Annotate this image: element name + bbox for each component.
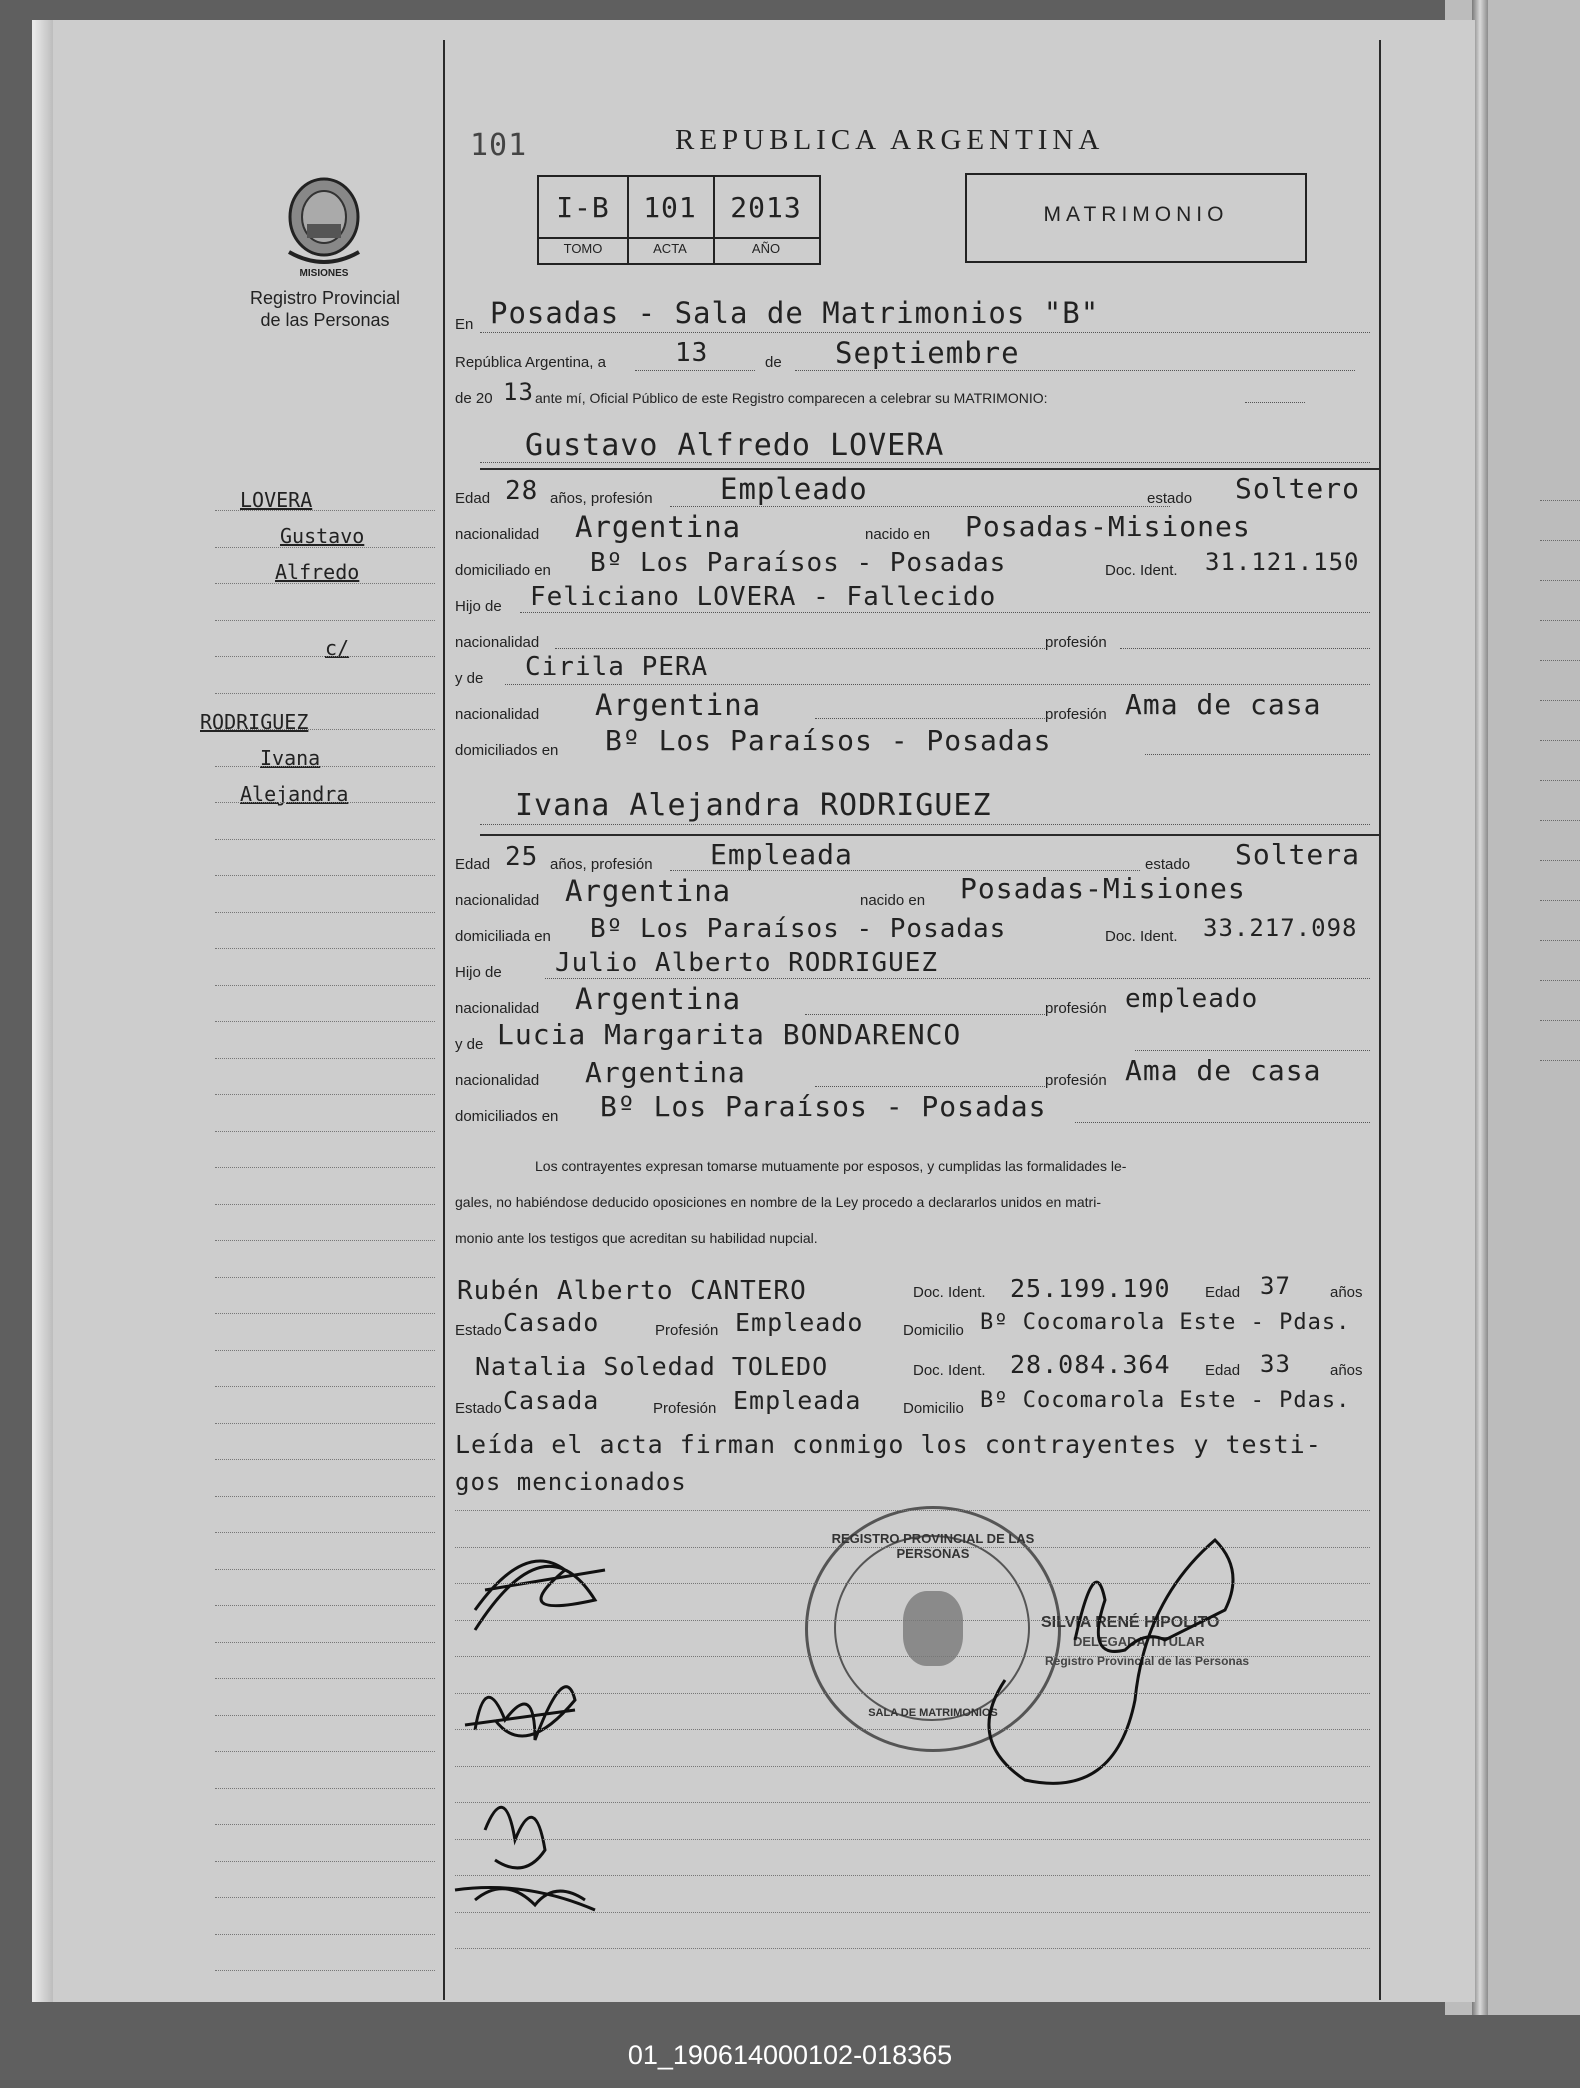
closing-line2: gos mencionados bbox=[455, 1468, 687, 1496]
seal-text: REGISTRO PROVINCIAL DE LAS PERSONAS bbox=[831, 1531, 1035, 1561]
witness1-name: Rubén Alberto CANTERO bbox=[457, 1276, 807, 1306]
page-number: 101 bbox=[470, 128, 528, 163]
body-ruled-line bbox=[455, 1693, 1370, 1694]
witness2-anos-label: años bbox=[1330, 1362, 1363, 1379]
groom-full-name: Gustavo Alfredo LOVERA bbox=[525, 428, 945, 463]
groom-padres-dom: Bº Los Paraísos - Posadas bbox=[605, 724, 1052, 757]
ano-header: AÑO bbox=[751, 241, 781, 256]
witness2-prof-label: Profesión bbox=[653, 1400, 717, 1417]
closing-line1: Leída el acta firman conmigo los contrayentes y testi- bbox=[455, 1430, 1322, 1459]
groom-dom-label: domiciliado en bbox=[455, 562, 551, 579]
margin-name-5: RODRIGUEZ bbox=[200, 710, 309, 734]
bride-edad: 25 bbox=[505, 842, 539, 872]
groom-profesion: Empleado bbox=[720, 472, 868, 506]
intro-place: Posadas - Sala de Matrimonios "B" bbox=[490, 296, 1100, 330]
ano-value: 2013 bbox=[730, 191, 802, 224]
bride-padres-dom-label: domiciliados en bbox=[455, 1108, 559, 1125]
groom-madre-prof-label: profesión bbox=[1045, 706, 1107, 723]
margin-ruled-line bbox=[215, 1058, 435, 1059]
page-spine bbox=[35, 20, 53, 2002]
groom-madre: Cirila PERA bbox=[525, 652, 709, 682]
margin-ruled-line bbox=[215, 1861, 435, 1862]
margin-ruled-line bbox=[215, 1021, 435, 1022]
margin-ruled-line bbox=[215, 1605, 435, 1606]
registry-name-line1: Registro Provincial bbox=[249, 288, 401, 308]
margin-ruled-line bbox=[215, 1715, 435, 1716]
witness2-doc-label: Doc. Ident. bbox=[913, 1362, 986, 1379]
bride-doc-label: Doc. Ident. bbox=[1105, 928, 1178, 945]
bride-padre: Julio Alberto RODRIGUEZ bbox=[555, 948, 939, 978]
bride-madre-nac-label: nacionalidad bbox=[455, 1072, 540, 1089]
groom-padres-dom-label: domiciliados en bbox=[455, 742, 559, 759]
groom-doc-label: Doc. Ident. bbox=[1105, 562, 1178, 579]
document-title: REPUBLICA ARGENTINA bbox=[675, 124, 1105, 156]
groom-prof-label: años, profesión bbox=[550, 490, 653, 507]
bride-estado: Soltera bbox=[1235, 838, 1361, 871]
witness2-doc: 28.084.364 bbox=[1010, 1350, 1171, 1379]
tomo-value: I-B bbox=[556, 191, 610, 224]
margin-ruled-line bbox=[215, 1496, 435, 1497]
margin-name-2: Gustavo bbox=[280, 524, 365, 548]
record-table bbox=[537, 175, 821, 265]
margin-ruled-line bbox=[215, 1277, 435, 1278]
margin-ruled-line bbox=[215, 583, 435, 584]
de-label: de bbox=[765, 354, 782, 371]
margin-ruled-line bbox=[215, 1167, 435, 1168]
margin-ruled-line bbox=[215, 1678, 435, 1679]
body-ruled-line bbox=[455, 1510, 1370, 1511]
groom-yde-label: y de bbox=[455, 670, 484, 687]
acta-header: ACTA bbox=[653, 241, 687, 256]
bride-full-name: Ivana Alejandra RODRIGUEZ bbox=[515, 788, 992, 823]
margin-name-4: c/ bbox=[325, 636, 350, 660]
witness1-dom-label: Domicilio bbox=[903, 1322, 964, 1339]
bride-padre-nac-label: nacionalidad bbox=[455, 1000, 540, 1017]
body-ruled-line bbox=[455, 1656, 1370, 1657]
intro-month: Septiembre bbox=[835, 336, 1020, 370]
groom-nacido-label: nacido en bbox=[865, 526, 931, 543]
bride-madre-prof: Ama de casa bbox=[1125, 1054, 1322, 1087]
margin-ruled-line bbox=[215, 839, 435, 840]
bride-prof-label: años, profesión bbox=[550, 856, 653, 873]
register-page bbox=[32, 20, 1475, 2002]
margin-name-1: LOVERA bbox=[240, 488, 313, 512]
margin-ruled-line bbox=[215, 1532, 435, 1533]
declaration-line1: Los contrayentes expresan tomarse mutuamente por esposos, y cumplidas las formalidades le- bbox=[535, 1158, 1127, 1174]
groom-madre-nac-label: nacionalidad bbox=[455, 706, 540, 723]
witness2-profesion: Empleada bbox=[733, 1386, 862, 1415]
witness1-doc: 25.199.190 bbox=[1010, 1274, 1171, 1303]
officer-name: SILVIA RENÉ HIPOLITO bbox=[1041, 1614, 1220, 1631]
margin-name-6: Ivana bbox=[260, 746, 321, 770]
bride-nacido-en: Posadas-Misiones bbox=[960, 872, 1246, 905]
officer-org: Registro Provincial de las Personas bbox=[1045, 1654, 1250, 1668]
margin-ruled-line bbox=[215, 1240, 435, 1241]
margin-ruled-line bbox=[215, 1788, 435, 1789]
margin-ruled-line bbox=[215, 1569, 435, 1570]
bride-nac-label: nacionalidad bbox=[455, 892, 540, 909]
witness1-profesion: Empleado bbox=[735, 1308, 864, 1337]
margin-ruled-line bbox=[215, 1970, 435, 1971]
witness1-edad: 37 bbox=[1260, 1272, 1291, 1300]
body-ruled-line bbox=[455, 1620, 1370, 1621]
margin-ruled-line bbox=[215, 1423, 435, 1424]
declaration-line2: gales, no habiéndose deducido oposiciones en nombre de la Ley procedo a declararlos unidos en matri- bbox=[455, 1194, 1101, 1210]
margin-name-7: Alejandra bbox=[240, 782, 349, 806]
body-ruled-line bbox=[455, 1729, 1370, 1730]
bride-padres-dom: Bº Los Paraísos - Posadas bbox=[600, 1090, 1047, 1123]
year-prefix: de 20 bbox=[455, 390, 493, 407]
margin-ruled-line bbox=[215, 1350, 435, 1351]
witness2-edad-label: Edad bbox=[1205, 1362, 1241, 1379]
witness1-estado: Casado bbox=[503, 1308, 600, 1337]
seal-inner-text: SALA DE MATRIMONIOS bbox=[868, 1707, 998, 1719]
groom-nac-label: nacionalidad bbox=[455, 526, 540, 543]
margin-ruled-line bbox=[215, 1897, 435, 1898]
margin-ruled-line bbox=[215, 729, 435, 730]
bride-doc: 33.217.098 bbox=[1203, 914, 1358, 942]
act-type: MATRIMONIO bbox=[1043, 203, 1229, 226]
act-type-box bbox=[965, 173, 1307, 263]
bride-profesion: Empleada bbox=[710, 838, 853, 871]
intro-sentence: ante mí, Oficial Público de este Registro comparecen a celebrar su MATRIMONIO: bbox=[535, 390, 1048, 406]
groom-padre-prof-label: profesión bbox=[1045, 634, 1107, 651]
witness1-estado-label: Estado bbox=[455, 1322, 502, 1339]
margin-ruled-line bbox=[215, 766, 435, 767]
margin-ruled-line bbox=[215, 1934, 435, 1935]
groom-hijo-label: Hijo de bbox=[455, 598, 502, 615]
body-ruled-line bbox=[455, 1912, 1370, 1913]
body-ruled-line bbox=[455, 1802, 1370, 1803]
acta-value: 101 bbox=[643, 191, 697, 224]
body-ruled-line bbox=[455, 1839, 1370, 1840]
witness2-dom-label: Domicilio bbox=[903, 1400, 964, 1417]
margin-ruled-line bbox=[215, 1459, 435, 1460]
witness2-estado-label: Estado bbox=[455, 1400, 502, 1417]
margin-ruled-line bbox=[215, 912, 435, 913]
declaration-line3: monio ante los testigos que acreditan su habilidad nupcial. bbox=[455, 1230, 818, 1246]
margin-ruled-line bbox=[215, 948, 435, 949]
margin-ruled-line bbox=[215, 656, 435, 657]
right-border bbox=[1379, 40, 1381, 2000]
margin-ruled-line bbox=[215, 802, 435, 803]
margin-name-3: Alfredo bbox=[275, 560, 360, 584]
bride-hijo-label: Hijo de bbox=[455, 964, 502, 981]
margin-ruled-line bbox=[215, 1094, 435, 1095]
margin-ruled-line bbox=[215, 1824, 435, 1825]
bride-madre-prof-label: profesión bbox=[1045, 1072, 1107, 1089]
witness2-estado: Casada bbox=[503, 1386, 600, 1415]
tomo-header: TOMO bbox=[563, 241, 603, 256]
witness2-name: Natalia Soledad TOLEDO bbox=[475, 1352, 829, 1381]
witness1-prof-label: Profesión bbox=[655, 1322, 719, 1339]
groom-domicilio: Bº Los Paraísos - Posadas bbox=[590, 548, 1007, 578]
registry-name-line2: de las Personas bbox=[260, 310, 390, 330]
margin-ruled-line bbox=[215, 1204, 435, 1205]
margin-ruled-line bbox=[215, 693, 435, 694]
officer-role: DELEGADA TITULAR bbox=[1073, 1634, 1205, 1649]
groom-estado: Soltero bbox=[1235, 472, 1361, 505]
bride-domicilio: Bº Los Paraísos - Posadas bbox=[590, 914, 1007, 944]
bride-padre-prof-label: profesión bbox=[1045, 1000, 1107, 1017]
bride-madre: Lucia Margarita BONDARENCO bbox=[497, 1018, 962, 1051]
crest-label: MISIONES bbox=[299, 268, 349, 279]
groom-estado-label: estado bbox=[1147, 490, 1193, 507]
margin-ruled-line bbox=[215, 1751, 435, 1752]
witness2-domicilio: Bº Cocomarola Este - Pdas. bbox=[980, 1388, 1351, 1413]
groom-doc: 31.121.150 bbox=[1205, 548, 1360, 576]
margin-ruled-line bbox=[215, 620, 435, 621]
witness1-edad-label: Edad bbox=[1205, 1284, 1241, 1301]
intro-day: 13 bbox=[675, 338, 709, 368]
bride-dom-label: domiciliada en bbox=[455, 928, 551, 945]
bride-nacido-label: nacido en bbox=[860, 892, 926, 909]
signatures bbox=[445, 1480, 1265, 1940]
groom-edad: 28 bbox=[505, 476, 539, 506]
body-ruled-line bbox=[455, 1875, 1370, 1876]
bride-estado-label: estado bbox=[1145, 856, 1191, 873]
margin-ruled-line bbox=[215, 985, 435, 986]
groom-madre-prof: Ama de casa bbox=[1125, 688, 1322, 721]
intro-year: 13 bbox=[503, 378, 534, 406]
body-ruled-line bbox=[455, 1547, 1370, 1548]
margin-ruled-line bbox=[215, 510, 435, 511]
witness1-doc-label: Doc. Ident. bbox=[913, 1284, 986, 1301]
witness1-domicilio: Bº Cocomarola Este - Pdas. bbox=[980, 1310, 1351, 1335]
margin-ruled-line bbox=[215, 1386, 435, 1387]
margin-ruled-line bbox=[215, 875, 435, 876]
groom-madre-nac: Argentina bbox=[595, 688, 762, 722]
bride-padre-prof: empleado bbox=[1125, 984, 1259, 1014]
republica-label: República Argentina, a bbox=[455, 354, 606, 371]
groom-padre: Feliciano LOVERA - Fallecido bbox=[530, 582, 997, 612]
bride-nacionalidad: Argentina bbox=[565, 874, 732, 908]
en-label: En bbox=[455, 316, 474, 333]
scan-id: 01_190614000102-018365 bbox=[627, 2040, 953, 2070]
bride-yde-label: y de bbox=[455, 1036, 484, 1053]
bride-padre-nac: Argentina bbox=[575, 982, 742, 1016]
body-ruled-line bbox=[455, 1948, 1370, 1949]
margin-ruled-line bbox=[215, 1131, 435, 1132]
margin-ruled-line bbox=[215, 547, 435, 548]
groom-nacionalidad: Argentina bbox=[575, 510, 742, 544]
body-ruled-line bbox=[455, 1766, 1370, 1767]
margin-ruled-line bbox=[215, 1313, 435, 1314]
groom-edad-label: Edad bbox=[455, 490, 491, 507]
groom-nacido-en: Posadas-Misiones bbox=[965, 510, 1251, 543]
groom-padre-nac-label: nacionalidad bbox=[455, 634, 540, 651]
witness2-edad: 33 bbox=[1260, 1350, 1291, 1378]
bride-edad-label: Edad bbox=[455, 856, 491, 873]
bride-madre-nac: Argentina bbox=[585, 1056, 746, 1089]
witness1-anos-label: años bbox=[1330, 1284, 1363, 1301]
margin-ruled-line bbox=[215, 1642, 435, 1643]
body-ruled-line bbox=[455, 1583, 1370, 1584]
